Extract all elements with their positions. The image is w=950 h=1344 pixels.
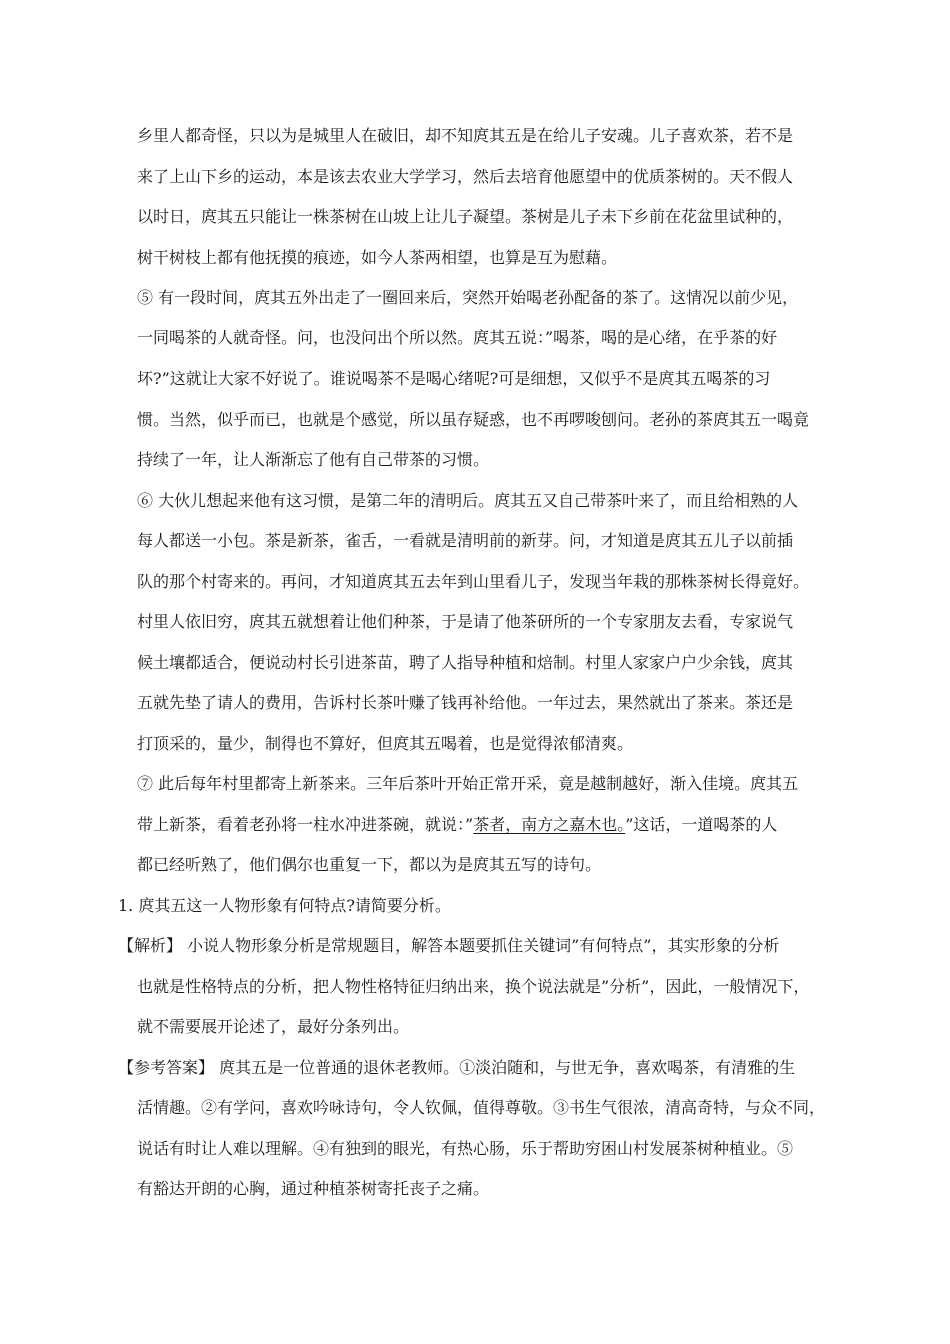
passage-p7-line-2 bbox=[137, 815, 777, 835]
passage-p4-line-1: 乡里人都奇怪，只以为是城里人在破旧，却不知庹其五是在给儿子安魂。儿子喜欢茶，若不是 bbox=[137, 126, 794, 145]
passage-p6-line-2: 每人都送一小包。茶是新茶，雀舌，一看就是清明前的新芽。问，才知道是庹其五儿子以前插 bbox=[137, 531, 794, 550]
passage-p6-line-6: 五就先垫了请人的费用，告诉村长茶叶赚了钱再补给他。一年过去，果然就出了茶来。茶还是 bbox=[137, 693, 794, 712]
passage-p7-line-2-start: 带上新茶，看着老孙将一柱水冲进茶碗，就说：” bbox=[137, 815, 474, 834]
analysis-text: 小说人物形象分析是常规题目，解答本题要抓住关键词”有何特点”，其实形象的分析 bbox=[182, 936, 780, 955]
answer-text: 庹其五是一位普通的退休老教师。①淡泊随和，与世无争，喜欢喝茶，有清雅的生 bbox=[214, 1058, 796, 1077]
passage-p7-line-3: 都已经听熟了，他们偶尔也重复一下，都以为是庹其五写的诗句。 bbox=[137, 855, 602, 874]
passage-p5-line-3: 坏?”这就让大家不好说了。谁说喝茶不是喝心绪呢?可是细想，又似乎不是庹其五喝茶的习 bbox=[137, 369, 771, 388]
passage-p6-line-3: 队的那个村寄来的。再问，才知道庹其五去年到山里看儿子，发现当年栽的那株茶树长得竟好。 bbox=[137, 572, 810, 591]
analysis-line-1 bbox=[118, 936, 779, 956]
passage-p5-line-4: 惯。当然，似乎而已，也就是个感觉，所以虽存疑惑，也不再啰唆刨问。老孙的茶庹其五一喝竟 bbox=[137, 410, 810, 429]
passage-p6-line-7: 打顶采的，量少，制得也不算好，但庹其五喝着，也是觉得浓郁清爽。 bbox=[137, 734, 634, 753]
passage-p5-line-5: 持续了一年，让人渐渐忘了他有自己带茶的习惯。 bbox=[137, 450, 490, 469]
passage-p7-line-1: ⑦ 此后每年村里都寄上新茶来。三年后茶叶开始正常开采，竟是越制越好，渐入佳境。庹其五 bbox=[137, 774, 799, 793]
passage-p4-line-2: 来了上山下乡的运动，本是该去农业大学学习，然后去培育他愿望中的优质茶树的。天不假人 bbox=[137, 167, 794, 186]
passage-p6-line-5: 候土壤都适合，便说动村长引进茶苗，聘了人指导种植和焙制。村里人家家户户少余钱，庹其 bbox=[137, 653, 794, 672]
passage-p5-line-2: 一同喝茶的人就奇怪。问，也没问出个所以然。庹其五说：”喝茶，喝的是心绪，在乎茶的好 bbox=[137, 328, 778, 347]
answer-line-3: 说话有时让人难以理解。④有独到的眼光，有热心肠，乐于帮助穷困山村发展茶树种植业。⑤ bbox=[137, 1139, 794, 1158]
underlined-quote: 茶者，南方之嘉木也。 bbox=[473, 815, 626, 834]
answer-line-4: 有豁达开朗的心胸，通过种植茶树寄托丧子之痛。 bbox=[137, 1179, 490, 1198]
passage-p7-line-2-end: ”这话，一道喝茶的人 bbox=[625, 815, 778, 834]
analysis-line-3: 就不需要展开论述了，最好分条列出。 bbox=[137, 1017, 410, 1036]
passage-p5-line-1: ⑤ 有一段时间，庹其五外出走了一圈回来后，突然开始喝老孙配备的茶了。这情况以前少见， bbox=[137, 288, 799, 307]
passage-p4-line-4: 树干树枝上都有他抚摸的痕迹，如今人茶两相望，也算是互为慰藉。 bbox=[137, 248, 618, 267]
answer-line-2: 活情趣。②有学问，喜欢吟咏诗句，令人钦佩，值得尊敬。③书生气很浓，清高奇特，与众不同， bbox=[137, 1098, 826, 1117]
analysis-line-2: 也就是性格特点的分析，把人物性格特征归纳出来，换个说法就是”分析”，因此，一般情况下， bbox=[137, 977, 810, 996]
answer-label: 【参考答案】 bbox=[118, 1058, 215, 1077]
question-1: 1. 庹其五这一人物形象有何特点?请简要分析。 bbox=[118, 896, 451, 915]
passage-p6-line-4: 村里人依旧穷，庹其五就想着让他们种茶，于是请了他茶研所的一个专家朋友去看，专家说气 bbox=[137, 612, 794, 631]
passage-p4-line-3: 以时日，庹其五只能让一株茶树在山坡上让儿子凝望。茶树是儿子未下乡前在花盆里试种的， bbox=[137, 207, 794, 226]
answer-line-1 bbox=[118, 1058, 795, 1078]
analysis-label: 【解析】 bbox=[118, 936, 183, 955]
passage-p6-line-1: ⑥ 大伙儿想起来他有这习惯，是第二年的清明后。庹其五又自己带茶叶来了，而且给相熟的人 bbox=[137, 491, 799, 510]
